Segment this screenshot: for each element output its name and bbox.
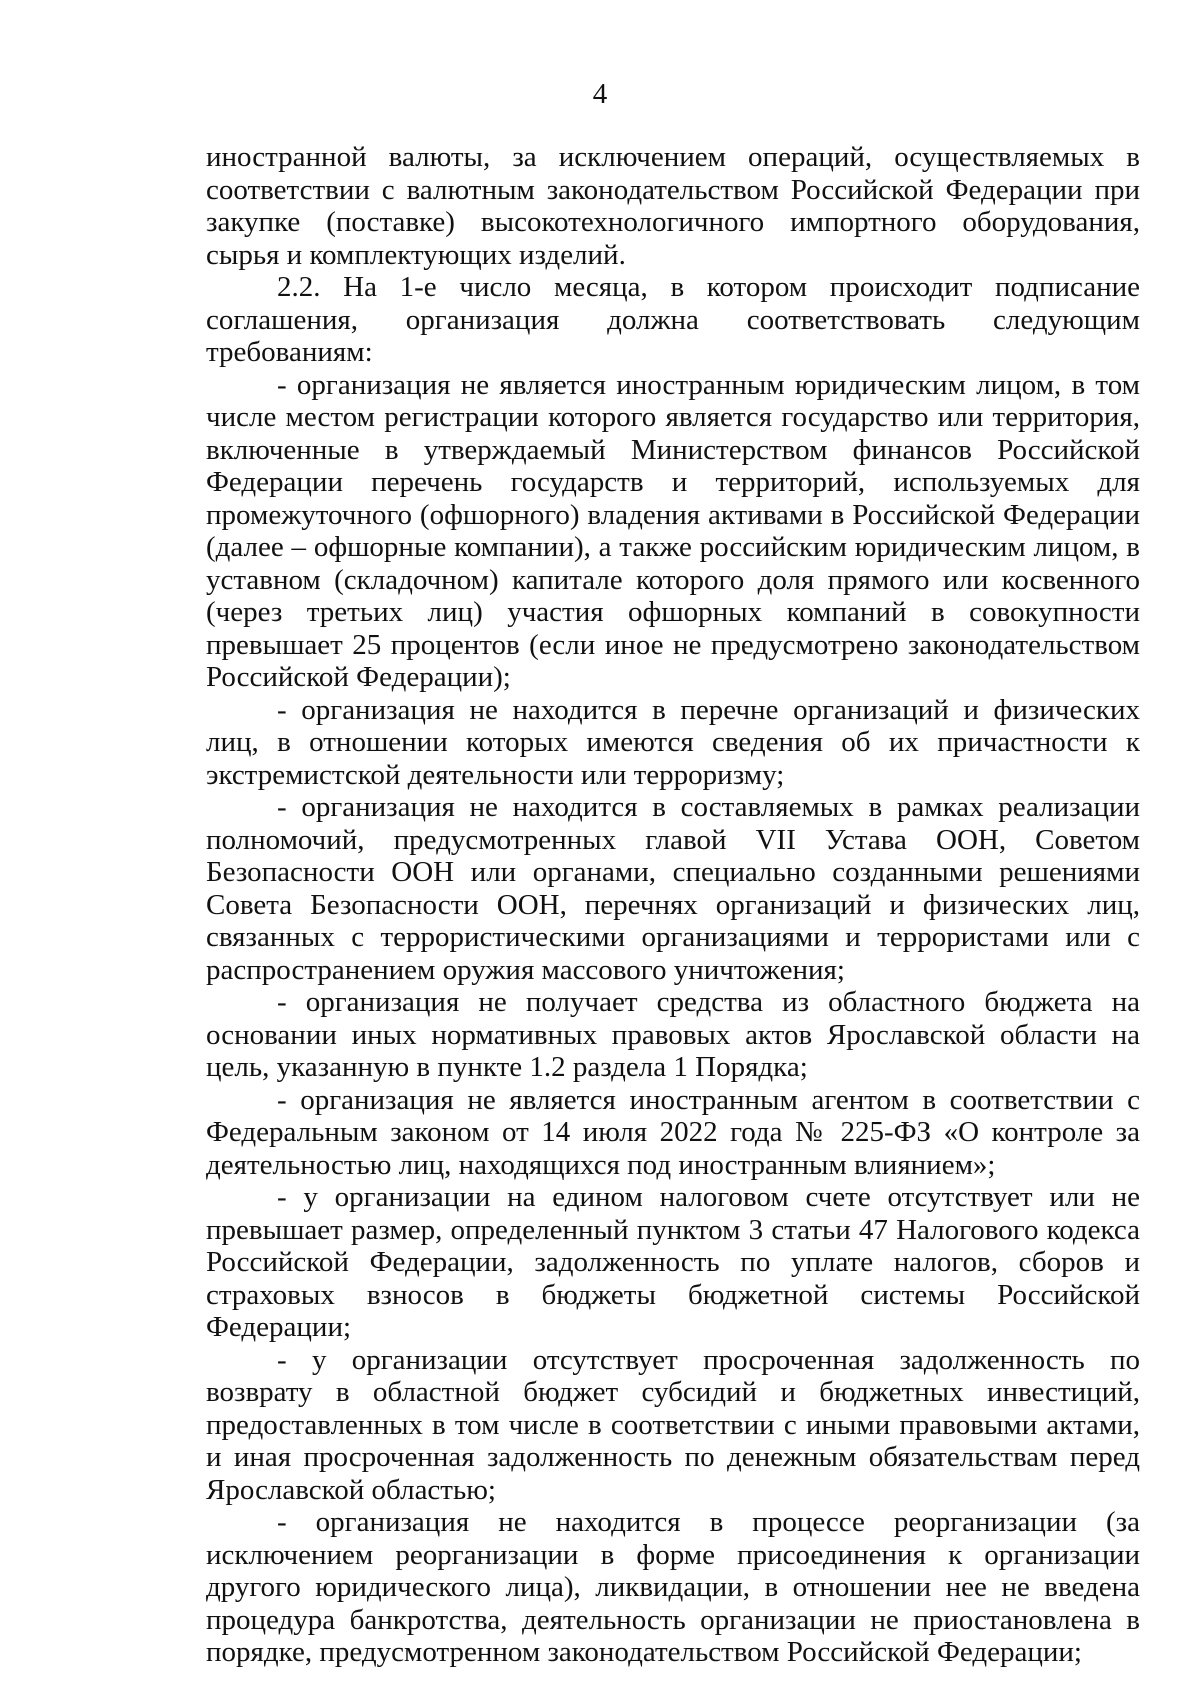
requirement-no-reorganization: - организация не находится в процессе реорганизации (за исключением реорганизации в форме присоединения к организации другого юридического лица), ликвидации, в отношении нее не введена процедура банкротства, деятельность организации не приостановлена в порядке, предусмотренном законодательством Российской Федерации;: [206, 1506, 1140, 1668]
page-number: 4: [592, 78, 608, 110]
requirement-extremism-list: - организация не находится в перечне организаций и физических лиц, в отношении которых имеются сведения об их причастности к экстремистской деятельности или терроризму;: [206, 693, 1140, 791]
paragraph-clause-2-2: 2.2. На 1-е число месяца, в котором происходит подписание соглашения, организация должна соответствовать следующим требованиям:: [206, 271, 1140, 368]
requirement-not-foreign-agent: - организация не является иностранным агентом в соответствии с Федеральным законом от 14 июля 2022 года № 225-ФЗ «О контроле за деятельностью лиц, находящихся под иностранным влиянием»;: [206, 1083, 1140, 1181]
requirement-no-other-budget-funds: - организация не получает средства из областного бюджета на основании иных нормативных правовых актов Ярославской области на цель, указанную в пункте 1.2 раздела 1 Порядка;: [206, 986, 1140, 1083]
document-body: [206, 141, 1140, 1669]
requirement-no-overdue-debt: - у организации отсутствует просроченная задолженность по возврату в областной бюджет субсидий и бюджетных инвестиций, предоставленных в том числе в соответствии с иными правовыми актами, и иная просроченная задолженность по денежным обязательствам перед Ярославской областью;: [206, 1343, 1140, 1506]
requirement-no-tax-debt: - у организации на едином налоговом счете отсутствует или не превышает размер, определенный пунктом 3 статьи 47 Налогового кодекса Российской Федерации, задолженность по уплате налогов, сборов и страховых взносов в бюджеты бюджетной системы Российской Федерации;: [206, 1181, 1140, 1343]
requirement-offshore: - организация не является иностранным юридическим лицом, в том числе местом регистрации которого является государство или территория, включенные в утверждаемый Министерством финансов Российской Федерации перечень государств и территорий, используемых для промежуточного (офшорного) владения активами в Российской Федерации (далее – офшорные компании), а также российским юридическим лицом, в уставном (складочном) капитале которого доля прямого или косвенного (через третьих лиц) участия офшорных компаний в совокупности превышает 25 процентов (если иное не предусмотрено законодательством Российской Федерации);: [206, 368, 1140, 693]
requirement-un-sanctions-list: - организация не находится в составляемых в рамках реализации полномочий, предусмотренных главой VII Устава ООН, Советом Безопасности ООН или органами, специально созданными решениями Совета Безопасности ООН, перечнях организаций и физических лиц, связанных с террористическими организациями и террористами или с распространением оружия массового уничтожения;: [206, 791, 1140, 986]
paragraph-continuation: иностранной валюты, за исключением операций, осуществляемых в соответствии с валютным законодательством Российской Федерации при закупке (поставке) высокотехнологичного импортного оборудования, сырья и комплектующих изделий.: [206, 141, 1140, 271]
